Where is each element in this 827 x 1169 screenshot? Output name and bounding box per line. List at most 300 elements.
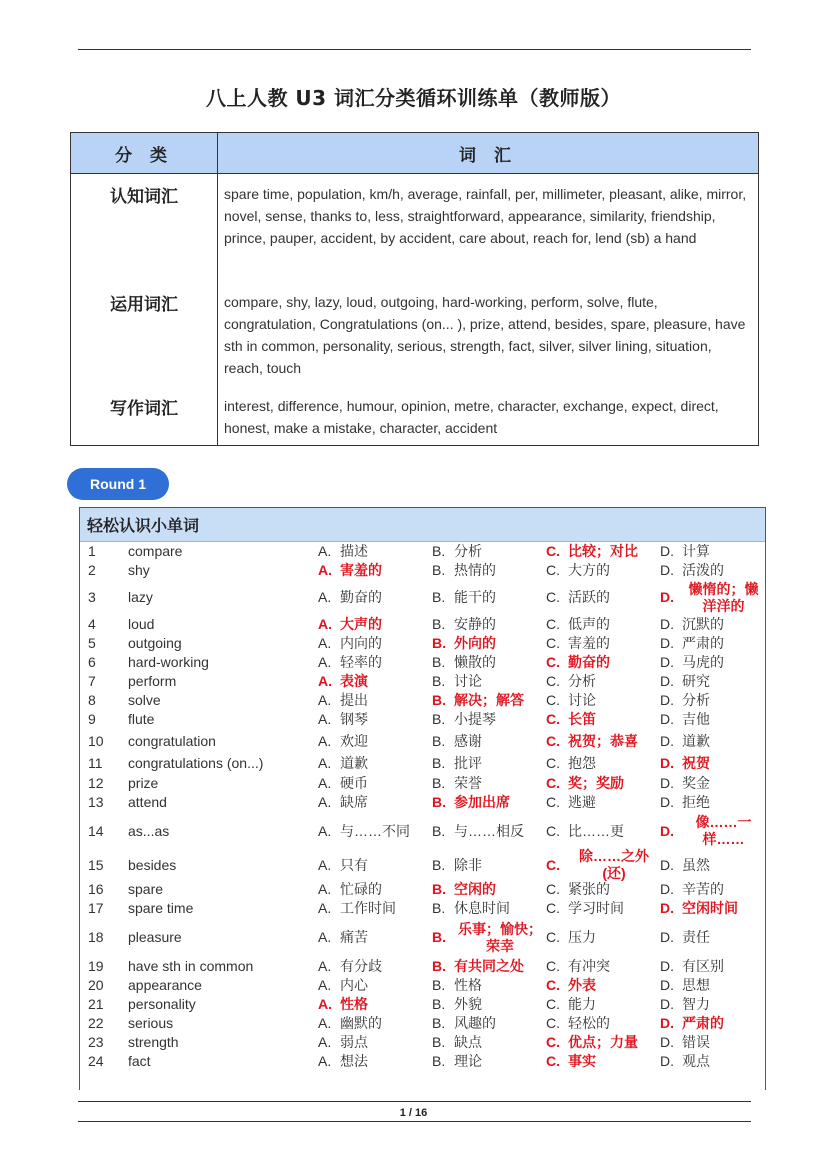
quiz-row [80, 710, 765, 729]
option-text: 比……更 [568, 822, 624, 839]
option-letter: D. [660, 856, 674, 873]
option-text: 能干的 [454, 589, 496, 605]
question-word: congratulation [128, 732, 216, 749]
option-text: 能力 [568, 996, 596, 1012]
correct-option[interactable] [660, 1015, 765, 1032]
answer-option[interactable] [660, 711, 765, 728]
option-text: 研究 [682, 673, 710, 689]
correct-option[interactable] [660, 581, 765, 615]
answer-option[interactable] [660, 616, 765, 633]
answer-option[interactable] [318, 1053, 432, 1070]
answer-option[interactable] [546, 958, 660, 975]
option-text: 严肃的 [682, 1015, 724, 1031]
answer-option[interactable] [660, 881, 765, 898]
option-text: 观点 [682, 1053, 710, 1069]
question-number: 18 [88, 929, 104, 945]
option-letter: A. [318, 543, 332, 559]
correct-option[interactable] [432, 958, 546, 975]
option-letter: B. [432, 692, 446, 708]
option-letter: B. [432, 589, 446, 605]
quiz-row [80, 615, 765, 634]
question-word: fact [128, 1053, 151, 1069]
option-text: 有冲突 [568, 958, 610, 974]
answer-option[interactable] [546, 794, 660, 811]
option-text: 有共同之处 [454, 958, 524, 974]
option-text: 道歉 [340, 755, 368, 771]
question-word: spare time [128, 900, 194, 916]
answer-option[interactable] [660, 543, 765, 560]
answer-option[interactable] [660, 958, 765, 975]
option-letter: A. [318, 822, 332, 839]
quiz-row [80, 729, 765, 753]
quiz-row [80, 1033, 765, 1052]
option-letter: A. [318, 977, 332, 993]
answer-option[interactable] [432, 543, 546, 560]
option-letter: D. [660, 732, 674, 749]
answer-option[interactable] [318, 711, 432, 728]
option-text: 缺席 [340, 794, 368, 810]
option-letter: D. [660, 1015, 674, 1031]
option-text: 活泼的 [682, 562, 724, 578]
option-letter: A. [318, 654, 332, 670]
option-text: 分析 [568, 673, 596, 689]
correct-option[interactable] [318, 673, 432, 690]
option-letter: C. [546, 616, 560, 632]
correct-option[interactable] [546, 733, 660, 750]
option-text: 虽然 [682, 856, 710, 873]
quiz-row [80, 561, 765, 580]
option-text: 批评 [454, 755, 482, 771]
quiz-row [80, 580, 765, 615]
quiz-row [80, 957, 765, 976]
quiz-row [80, 753, 765, 774]
answer-option[interactable] [546, 616, 660, 633]
option-letter: B. [432, 977, 446, 993]
quiz-row [80, 793, 765, 812]
quiz-row [80, 634, 765, 653]
answer-option[interactable] [660, 977, 765, 994]
option-letter: A. [318, 589, 332, 605]
question-number: 19 [88, 958, 104, 974]
option-letter: C. [546, 929, 560, 945]
question-number: 11 [88, 755, 103, 771]
option-letter: A. [318, 1015, 332, 1031]
answer-option[interactable] [432, 654, 546, 671]
option-text: 大方的 [568, 562, 610, 578]
option-text: 内心 [340, 977, 368, 993]
answer-option[interactable] [432, 1053, 546, 1070]
option-text: 逃避 [568, 794, 596, 810]
option-text: 道歉 [682, 732, 710, 749]
option-letter: A. [318, 775, 332, 791]
option-text: 小提琴 [454, 711, 496, 727]
option-letter: C. [546, 654, 560, 670]
correct-option[interactable] [318, 996, 432, 1013]
option-letter: D. [660, 794, 674, 810]
question-number: 7 [88, 673, 96, 689]
quiz-row [80, 899, 765, 918]
option-text: 轻松的 [568, 1015, 610, 1031]
option-letter: C. [546, 958, 560, 974]
answer-option[interactable] [318, 589, 432, 606]
category-column-header: 分 类 [71, 133, 218, 174]
option-text: 缺点 [454, 1034, 482, 1050]
correct-option[interactable] [660, 814, 765, 848]
answer-option[interactable] [318, 823, 432, 840]
question-number: 12 [88, 775, 104, 791]
correct-option[interactable] [546, 848, 660, 882]
option-letter: D. [660, 635, 674, 651]
option-letter: A. [318, 1053, 332, 1069]
option-letter: B. [432, 616, 446, 632]
option-text: 辛苦的 [682, 881, 724, 897]
question-number: 4 [88, 616, 96, 632]
option-letter: B. [432, 654, 446, 670]
correct-option[interactable] [432, 692, 546, 709]
answer-option[interactable] [318, 794, 432, 811]
question-word: loud [128, 616, 155, 632]
option-text: 轻率的 [340, 654, 382, 670]
quiz-body [80, 542, 765, 1071]
option-text: 祝贺 [682, 755, 710, 771]
answer-option[interactable] [546, 562, 660, 579]
option-text: 讨论 [568, 692, 596, 708]
question-word: hard-working [128, 654, 209, 670]
quiz-row [80, 850, 765, 880]
question-number: 6 [88, 654, 96, 670]
option-text: 除……之外(还) [579, 848, 649, 881]
answer-option[interactable] [546, 929, 660, 946]
answer-option[interactable] [318, 1015, 432, 1032]
quiz-row [80, 976, 765, 995]
answer-option[interactable] [660, 1053, 765, 1070]
option-text: 空闲时间 [682, 900, 738, 916]
option-text: 祝贺；恭喜 [568, 732, 638, 749]
correct-option[interactable] [546, 711, 660, 728]
correct-option[interactable] [546, 775, 660, 792]
question-number: 15 [88, 856, 104, 873]
option-letter: A. [318, 1034, 332, 1050]
answer-option[interactable] [318, 654, 432, 671]
answer-option[interactable] [660, 929, 765, 946]
correct-option[interactable] [546, 1034, 660, 1051]
option-text: 描述 [340, 543, 368, 559]
answer-option[interactable] [432, 562, 546, 579]
footer-rule-lower [78, 1121, 751, 1122]
option-text: 性格 [454, 977, 482, 993]
option-letter: B. [432, 958, 446, 974]
option-text: 与……相反 [454, 822, 524, 839]
correct-option[interactable] [432, 635, 546, 652]
quiz-row [80, 1014, 765, 1033]
option-letter: A. [318, 929, 332, 945]
option-text: 活跃的 [568, 589, 610, 605]
category-writing: 写作词汇 [71, 386, 218, 446]
option-letter: C. [546, 711, 560, 727]
question-word: have sth in common [128, 958, 254, 974]
option-letter: A. [318, 755, 332, 771]
category-cognitive-words: spare time, population, km/h, average, rainfall, per, millimeter, pleasant, alike, mirror, novel, sense, thanks to, less, straightforward, appearance, similarity, friendship, prince, pauper, accident, by accident, care about, reach for, lend (sb) a hand [218, 174, 759, 282]
answer-option[interactable] [546, 673, 660, 690]
question-number: 9 [88, 711, 96, 727]
option-text: 害羞的 [340, 562, 382, 578]
option-text: 热情的 [454, 562, 496, 578]
answer-option[interactable] [318, 929, 432, 946]
question-number: 8 [88, 692, 96, 708]
option-letter: D. [660, 755, 674, 771]
answer-option[interactable] [432, 857, 546, 874]
question-number: 17 [88, 900, 104, 916]
answer-option[interactable] [432, 733, 546, 750]
answer-option[interactable] [432, 673, 546, 690]
option-letter: B. [432, 900, 446, 916]
answer-option[interactable] [546, 823, 660, 840]
option-letter: A. [318, 673, 332, 689]
answer-option[interactable] [432, 1015, 546, 1032]
category-writing-words: interest, difference, humour, opinion, metre, character, exchange, expect, direct, honest, make a mistake, character, accident [218, 386, 759, 446]
option-text: 事实 [568, 1053, 596, 1069]
question-word: personality [128, 996, 196, 1012]
option-letter: B. [432, 635, 446, 651]
quiz-row [80, 672, 765, 691]
answer-option[interactable] [318, 958, 432, 975]
option-letter: D. [660, 692, 674, 708]
option-letter: C. [546, 1053, 560, 1069]
option-letter: A. [318, 881, 332, 897]
answer-option[interactable] [318, 1034, 432, 1051]
answer-option[interactable] [318, 543, 432, 560]
answer-option[interactable] [318, 775, 432, 792]
option-letter: D. [660, 929, 674, 945]
option-letter: D. [660, 958, 674, 974]
correct-option[interactable] [546, 977, 660, 994]
option-text: 像……一样…… [695, 814, 752, 847]
option-text: 学习时间 [568, 900, 624, 916]
option-letter: A. [318, 958, 332, 974]
option-text: 提出 [340, 692, 368, 708]
answer-option[interactable] [318, 692, 432, 709]
question-word: pleasure [128, 929, 182, 945]
answer-option[interactable] [660, 635, 765, 652]
option-text: 弱点 [340, 1034, 368, 1050]
option-text: 有分歧 [340, 958, 382, 974]
quiz-row [80, 774, 765, 793]
option-text: 分析 [682, 692, 710, 708]
question-number: 20 [88, 977, 104, 993]
option-text: 理论 [454, 1053, 482, 1069]
option-text: 大声的 [340, 616, 382, 632]
option-text: 勤奋的 [568, 654, 610, 670]
option-text: 解决；解答 [454, 692, 524, 708]
question-number: 1 [88, 543, 96, 559]
option-letter: B. [432, 775, 446, 791]
answer-option[interactable] [546, 635, 660, 652]
option-text: 懒散的 [454, 654, 496, 670]
option-text: 害羞的 [568, 635, 610, 651]
option-text: 感谢 [454, 732, 482, 749]
answer-option[interactable] [660, 654, 765, 671]
answer-option[interactable] [432, 589, 546, 606]
answer-option[interactable] [660, 857, 765, 874]
answer-option[interactable] [432, 711, 546, 728]
answer-option[interactable] [432, 996, 546, 1013]
option-letter: A. [318, 900, 332, 916]
question-word: prize [128, 775, 159, 791]
option-letter: D. [660, 775, 674, 791]
answer-option[interactable] [546, 996, 660, 1013]
option-letter: C. [546, 732, 560, 749]
category-usage-words: compare, shy, lazy, loud, outgoing, hard-working, perform, solve, flute, congratulation, Congratulations (on... ), prize, attend, besides, spare, pleasure, have sth in common, personality, serious, strength, fact, silver, silver lining, situation, reach, touch [218, 282, 759, 386]
answer-option[interactable] [660, 673, 765, 690]
option-letter: B. [432, 1015, 446, 1031]
quiz-row [80, 812, 765, 850]
option-text: 压力 [568, 929, 596, 945]
footer-rule [78, 1101, 751, 1102]
option-letter: C. [546, 794, 560, 810]
option-text: 幽默的 [340, 1015, 382, 1031]
option-letter: C. [546, 900, 560, 916]
correct-option[interactable] [432, 921, 546, 955]
correct-option[interactable] [318, 616, 432, 633]
correct-option[interactable] [318, 562, 432, 579]
option-text: 懒惰的；懒洋洋的 [688, 580, 759, 614]
question-number: 13 [88, 794, 104, 810]
quiz-heading: 轻松认识小单词 [80, 508, 765, 542]
option-text: 吉他 [682, 711, 710, 727]
answer-option[interactable] [660, 1034, 765, 1051]
option-letter: A. [318, 794, 332, 810]
question-number: 23 [88, 1034, 104, 1050]
category-cognitive: 认知词汇 [71, 174, 218, 282]
answer-option[interactable] [318, 733, 432, 750]
answer-option[interactable] [318, 755, 432, 772]
option-letter: D. [660, 996, 674, 1012]
correct-option[interactable] [546, 543, 660, 560]
option-letter: B. [432, 794, 446, 810]
option-letter: C. [546, 775, 560, 791]
option-letter: C. [546, 881, 560, 897]
answer-option[interactable] [660, 562, 765, 579]
option-letter: D. [660, 616, 674, 632]
option-text: 内向的 [340, 635, 382, 651]
option-text: 有区别 [682, 958, 724, 974]
option-letter: D. [660, 654, 674, 670]
option-letter: C. [546, 1034, 560, 1050]
answer-option[interactable] [318, 881, 432, 898]
option-text: 低声的 [568, 616, 610, 632]
option-text: 只有 [340, 856, 368, 873]
answer-option[interactable] [432, 1034, 546, 1051]
answer-option[interactable] [546, 589, 660, 606]
option-text: 马虎的 [682, 654, 724, 670]
answer-option[interactable] [432, 977, 546, 994]
answer-option[interactable] [318, 635, 432, 652]
question-number: 3 [88, 589, 96, 605]
answer-option[interactable] [318, 857, 432, 874]
option-letter: C. [546, 635, 560, 651]
option-text: 分析 [454, 543, 482, 559]
header-rule [78, 49, 751, 50]
option-letter: C. [546, 692, 560, 708]
round-1-badge[interactable]: Round 1 [67, 468, 169, 500]
question-word: outgoing [128, 635, 182, 651]
option-letter: D. [660, 543, 674, 559]
answer-option[interactable] [432, 823, 546, 840]
option-text: 勤奋的 [340, 589, 382, 605]
option-text: 与……不同 [340, 822, 410, 839]
correct-option[interactable] [546, 654, 660, 671]
answer-option[interactable] [318, 900, 432, 917]
question-word: spare [128, 881, 164, 897]
option-letter: D. [660, 900, 674, 916]
question-number: 21 [88, 996, 104, 1012]
correct-option[interactable] [660, 900, 765, 917]
option-letter: D. [660, 1034, 674, 1050]
answer-option[interactable] [546, 900, 660, 917]
option-text: 优点；力量 [568, 1034, 638, 1050]
answer-option[interactable] [660, 996, 765, 1013]
quiz-row [80, 691, 765, 710]
option-letter: C. [546, 562, 560, 578]
vocabulary-category-table [70, 132, 759, 446]
question-number: 5 [88, 635, 96, 651]
question-word: lazy [128, 589, 153, 605]
option-text: 讨论 [454, 673, 482, 689]
answer-option[interactable] [660, 794, 765, 811]
answer-option[interactable] [546, 1015, 660, 1032]
answer-option[interactable] [432, 755, 546, 772]
correct-option[interactable] [432, 881, 546, 898]
option-text: 严肃的 [682, 635, 724, 651]
question-word: appearance [128, 977, 202, 993]
option-letter: C. [546, 977, 560, 993]
answer-option[interactable] [432, 616, 546, 633]
answer-option[interactable] [660, 775, 765, 792]
correct-option[interactable] [660, 755, 765, 772]
option-text: 欢迎 [340, 732, 368, 749]
answer-option[interactable] [660, 692, 765, 709]
option-letter: B. [432, 929, 446, 945]
option-letter: C. [546, 755, 560, 771]
correct-option[interactable] [546, 1053, 660, 1070]
option-letter: D. [660, 822, 674, 839]
option-text: 痛苦 [340, 929, 368, 945]
option-letter: C. [546, 589, 560, 605]
option-text: 错误 [682, 1034, 710, 1050]
option-letter: B. [432, 562, 446, 578]
correct-option[interactable] [432, 794, 546, 811]
option-text: 智力 [682, 996, 710, 1012]
option-letter: A. [318, 616, 332, 632]
option-letter: A. [318, 711, 332, 727]
question-word: compare [128, 543, 183, 559]
quiz-row [80, 918, 765, 957]
question-word: perform [128, 673, 177, 689]
answer-option[interactable] [432, 775, 546, 792]
page-number: 1 / 16 [399, 1107, 428, 1119]
answer-option[interactable] [546, 755, 660, 772]
answer-option[interactable] [318, 977, 432, 994]
answer-option[interactable] [546, 881, 660, 898]
option-text: 思想 [682, 977, 710, 993]
option-text: 安静的 [454, 616, 496, 632]
answer-option[interactable] [432, 900, 546, 917]
question-word: attend [128, 794, 167, 810]
option-letter: D. [660, 977, 674, 993]
page-title: 八上人教 U3 词汇分类循环训练单（教师版） [205, 86, 622, 110]
answer-option[interactable] [660, 733, 765, 750]
answer-option[interactable] [546, 692, 660, 709]
